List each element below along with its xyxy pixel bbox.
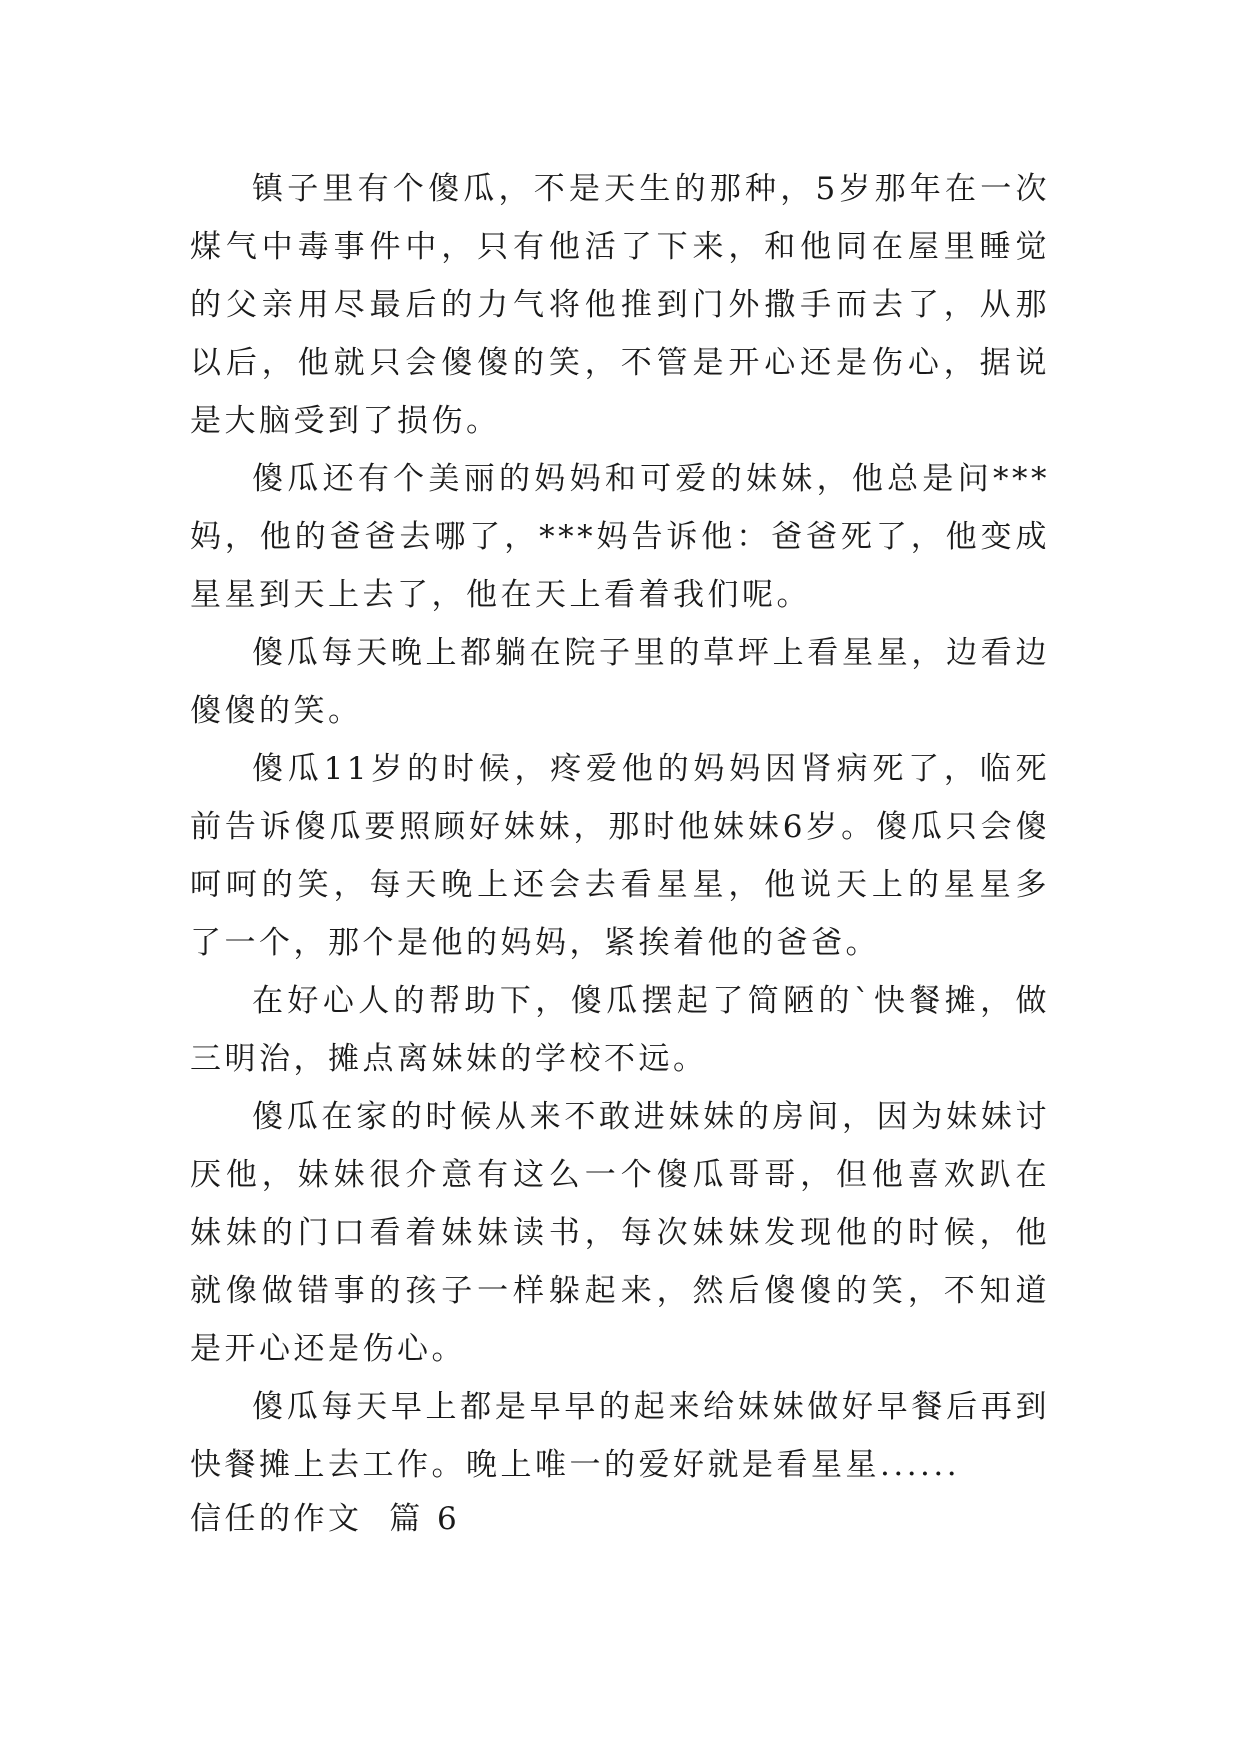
section-heading: 信任的作文 篇 6 <box>190 1501 461 1537</box>
paragraph-1: 镇子里有个傻瓜，不是天生的那种，5岁那年在一次煤气中毒事件中，只有他活了下来，和他同在屋里睡觉的父亲用尽最后的力气将他推到门外撒手而去了，从那以后，他就只会傻傻的笑，不管是开心还是伤心，据说是大脑受到了损伤。 <box>190 171 1050 439</box>
paragraph-6: 傻瓜在家的时候从来不敢进妹妹的房间，因为妹妹讨厌他，妹妹很介意有这么一个傻瓜哥哥，但他喜欢趴在妹妹的门口看着妹妹读书，每次妹妹发现他的时候，他就像做错事的孩子一样躲起来，然后傻傻的笑，不知道是开心还是伤心。 <box>190 1099 1050 1367</box>
paragraph-4: 傻瓜11岁的时候，疼爱他的妈妈因肾病死了，临死前告诉傻瓜要照顾好妹妹，那时他妹妹6岁。傻瓜只会傻呵呵的笑，每天晚上还会去看星星，他说天上的星星多了一个，那个是他的妈妈，紧挨着他的爸爸。 <box>190 751 1050 961</box>
paragraph-5: 在好心人的帮助下，傻瓜摆起了简陋的`快餐摊，做三明治，摊点离妹妹的学校不远。 <box>190 983 1050 1077</box>
essay-body <box>190 160 1050 1494</box>
paragraph-7: 傻瓜每天早上都是早早的起来给妹妹做好早餐后再到快餐摊上去工作。晚上唯一的爱好就是看星星...... <box>190 1389 1050 1483</box>
paragraph-2: 傻瓜还有个美丽的妈妈和可爱的妹妹，他总是问***妈，他的爸爸去哪了，***妈告诉他：爸爸死了，他变成星星到天上去了，他在天上看着我们呢。 <box>190 461 1050 613</box>
paragraph-3: 傻瓜每天晚上都躺在院子里的草坪上看星星，边看边傻傻的笑。 <box>190 635 1050 729</box>
